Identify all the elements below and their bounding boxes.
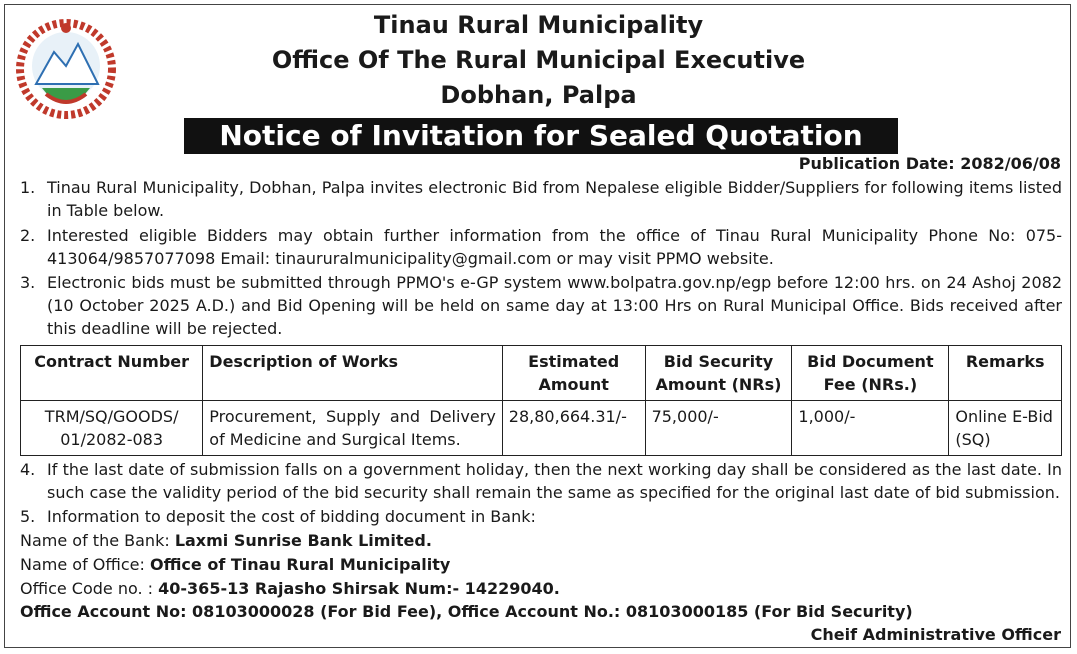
quotation-table xyxy=(20,345,1062,456)
table-header-row xyxy=(21,346,1062,401)
header-contract-number: Contract Number xyxy=(21,346,203,401)
paragraph-text: Tinau Rural Municipality, Dobhan, Palpa invites electronic Bid from Nepalese eligible Bidder/Suppliers for following items listed in Table below. xyxy=(47,178,1062,220)
office-code-value: 40-365-13 Rajasho Shirsak Num:- 14229040. xyxy=(158,579,560,598)
account-numbers: Office Account No: 08103000028 (For Bid Fee), Office Account No.: 08103000185 (For Bid Security) xyxy=(20,602,913,621)
paragraph-number: 1. xyxy=(20,178,36,197)
header-estimated-amount: Estimated Amount xyxy=(502,346,645,401)
office-code-label: Office Code no. : xyxy=(20,579,159,598)
office-location: Dobhan, Palpa xyxy=(440,81,637,109)
paragraph-text: Information to deposit the cost of bidding document in Bank: xyxy=(47,507,536,526)
bank-name-line xyxy=(20,529,432,552)
paragraph-5 xyxy=(20,505,1062,528)
office-code-line xyxy=(20,577,560,600)
cell-description: Procurement, Supply and Delivery of Medicine and Surgical Items. xyxy=(203,401,503,456)
signatory: Cheif Administrative Officer xyxy=(810,625,1061,644)
header-description: Description of Works xyxy=(203,346,503,401)
office-name-value: Office of Tinau Rural Municipality xyxy=(149,555,451,574)
notice-title-banner: Notice of Invitation for Sealed Quotation xyxy=(184,118,898,154)
paragraph-number: 3. xyxy=(20,273,36,292)
publication-date: Publication Date: 2082/06/08 xyxy=(798,154,1061,173)
header-remarks: Remarks xyxy=(949,346,1062,401)
bank-name-value: Laxmi Sunrise Bank Limited. xyxy=(174,531,432,550)
cell-contract-number: TRM/SQ/GOODS/ 01/2082-083 xyxy=(21,401,203,456)
cell-estimated-amount: 28,80,664.31/- xyxy=(502,401,645,456)
paragraph-3 xyxy=(20,271,1062,340)
paragraph-text: Interested eligible Bidders may obtain further information from the office of Tinau Rural Municipality Phone No: 075-413064/9857077098 Email: tinaururalmunicipality@gmail.com or may visit PPMO website. xyxy=(47,226,1062,268)
cell-bid-document-fee: 1,000/- xyxy=(792,401,949,456)
paragraph-number: 4. xyxy=(20,460,36,479)
municipality-name: Tinau Rural Municipality xyxy=(373,11,704,39)
table-row xyxy=(21,401,1062,456)
paragraph-1 xyxy=(20,176,1062,222)
cell-remarks: Online E-Bid (SQ) xyxy=(949,401,1062,456)
office-name: Office Of The Rural Municipal Executive xyxy=(271,46,806,74)
bank-name-label: Name of the Bank: xyxy=(20,531,175,550)
office-name-line xyxy=(20,553,450,576)
paragraph-number: 2. xyxy=(20,226,36,245)
cell-bid-security: 75,000/- xyxy=(645,401,792,456)
paragraph-text: Electronic bids must be submitted through PPMO's e-GP system www.bolpatra.gov.np/egp before 12:00 hrs. on 24 Ashoj 2082 (10 October 2025 A.D.) and Bid Opening will be held on same day at 13:00 Hrs on Rural Municipal Office. Bids received after this deadline will be rejected. xyxy=(47,273,1062,338)
paragraph-4 xyxy=(20,458,1062,504)
header-bid-security: Bid Security Amount (NRs) xyxy=(645,346,792,401)
paragraph-2 xyxy=(20,224,1062,270)
paragraph-number: 5. xyxy=(20,507,36,526)
paragraph-text: If the last date of submission falls on a government holiday, then the next working day shall be considered as the last date. In such case the validity period of the bid security shall remain the same as specified for the original last date of bid submission. xyxy=(47,460,1062,502)
office-name-label: Name of Office: xyxy=(20,555,150,574)
header-bid-document-fee: Bid Document Fee (NRs.) xyxy=(792,346,949,401)
